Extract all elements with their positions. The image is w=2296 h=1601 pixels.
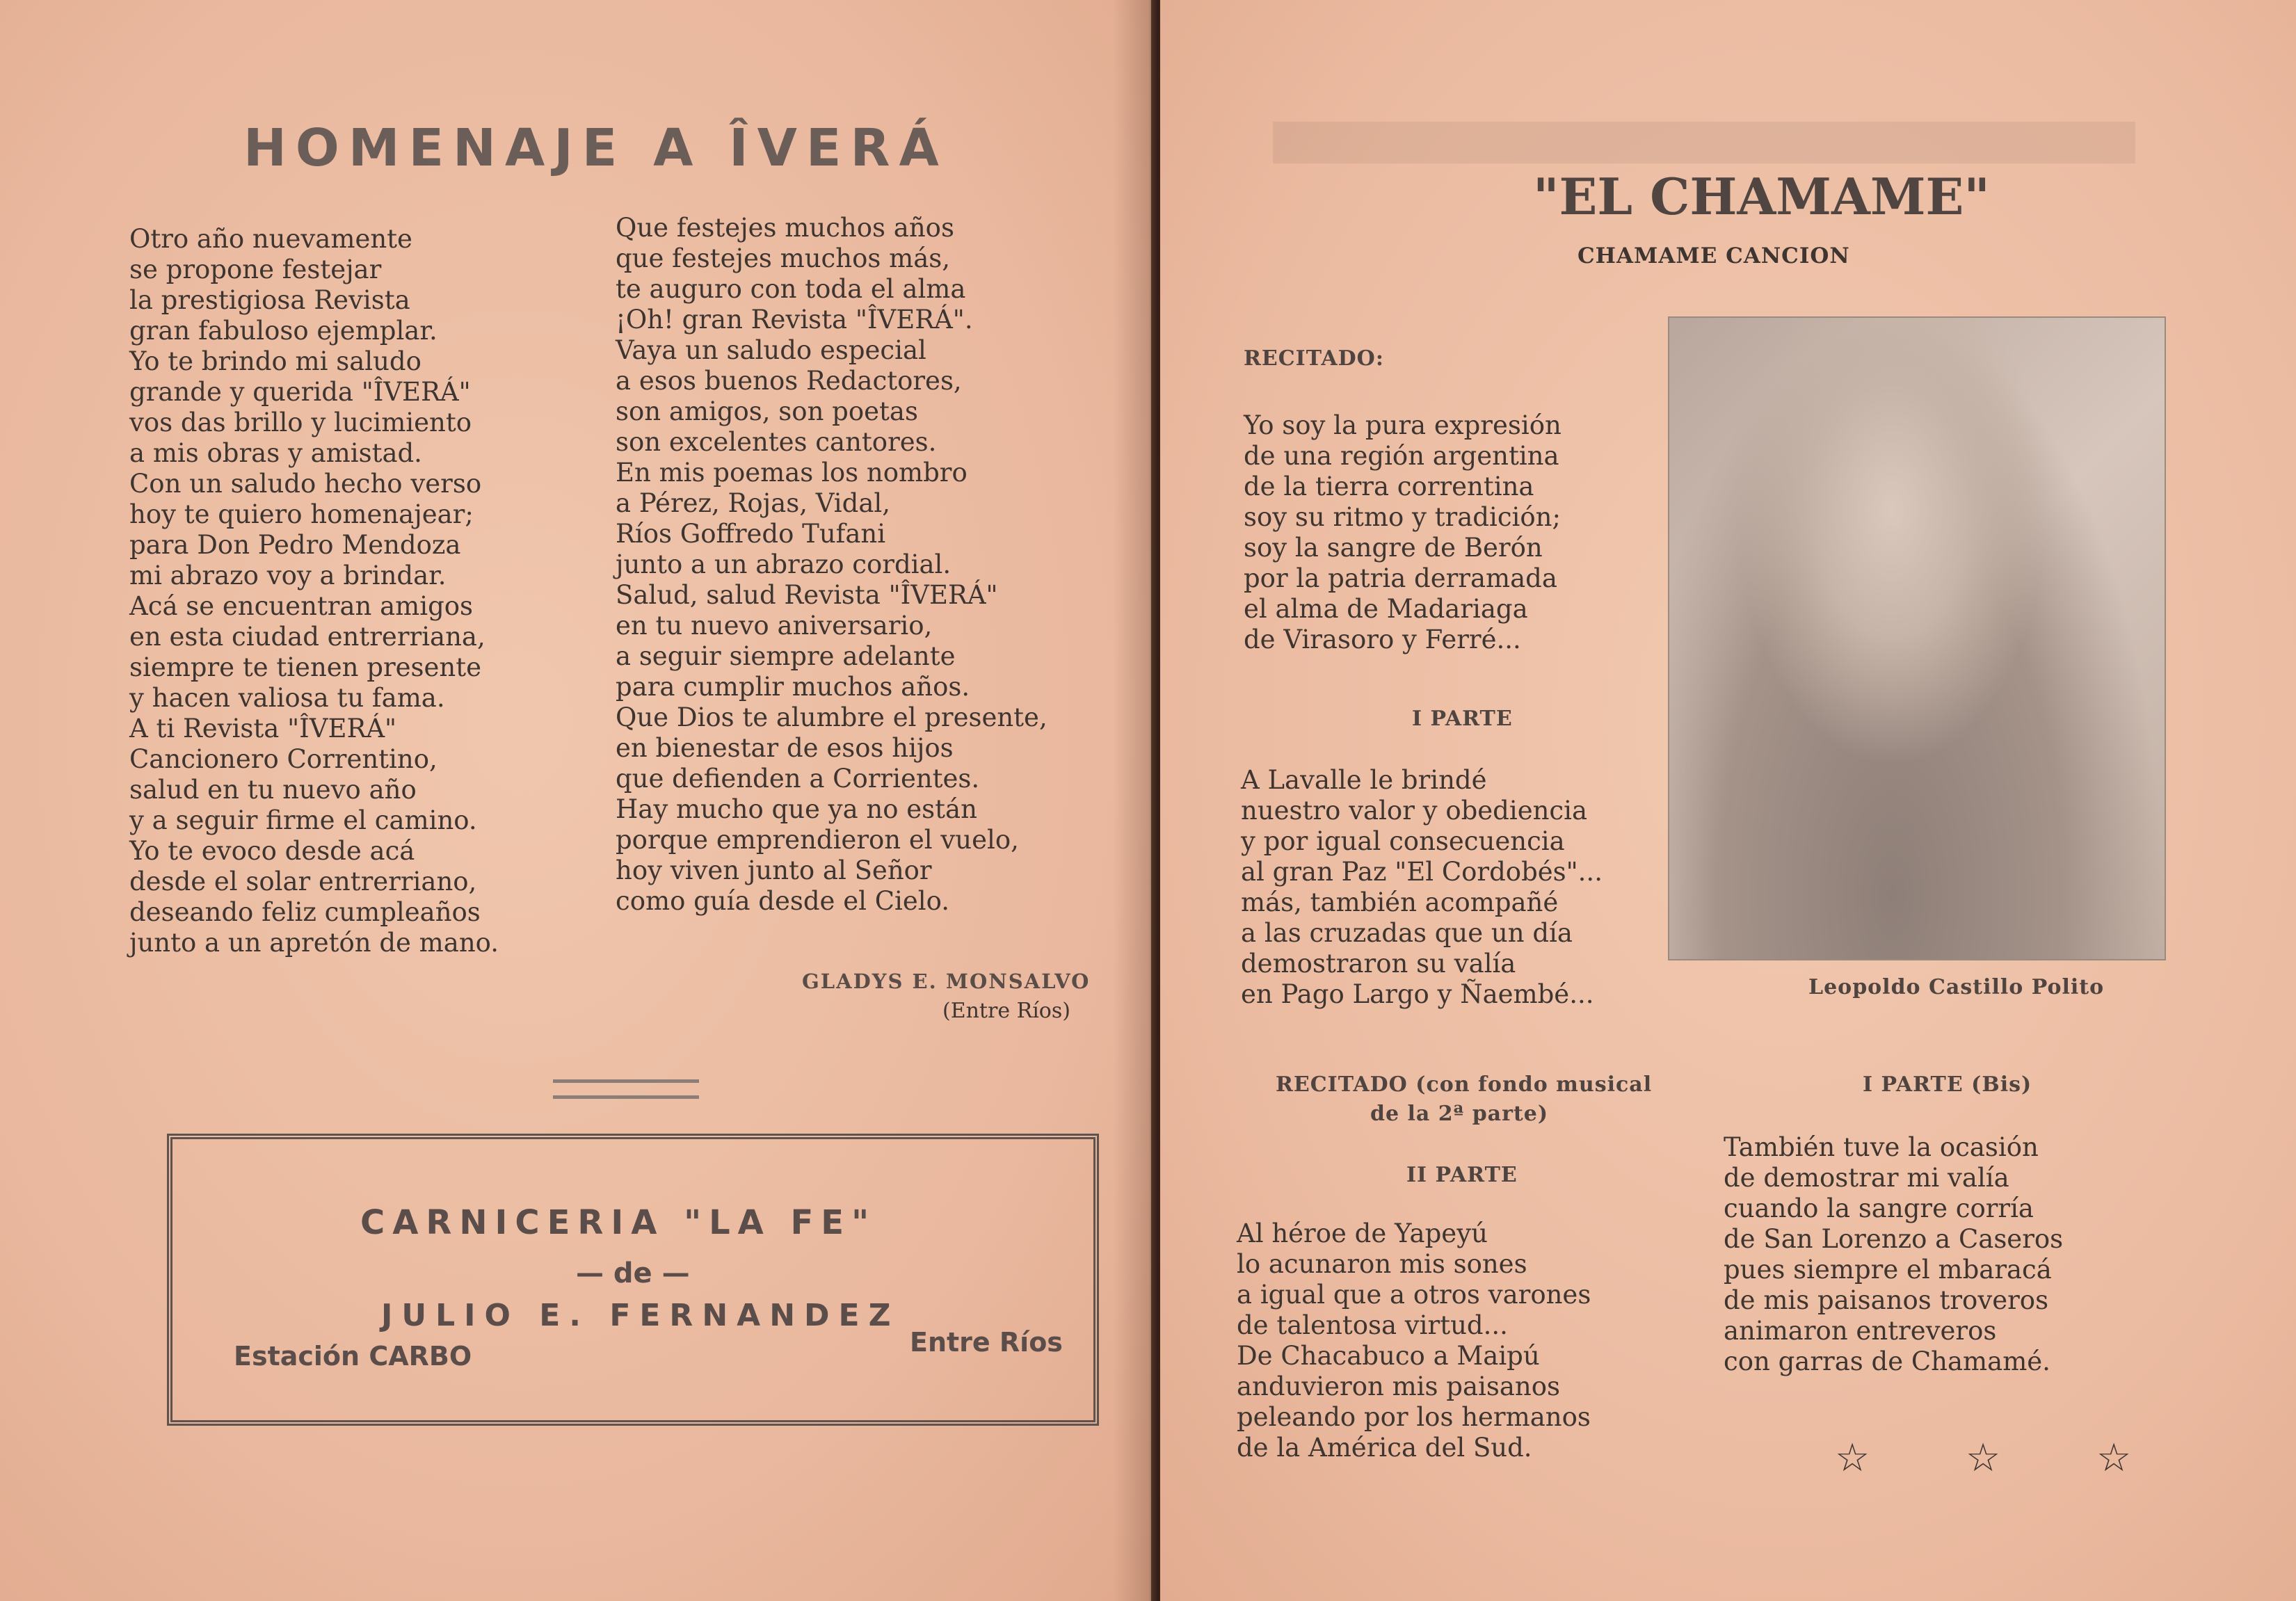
verse-line: A Lavalle le brindé [1241, 765, 1487, 795]
verse-line: de Virasoro y Ferré... [1244, 625, 1521, 654]
verse-line: en tu nuevo aniversario, [616, 611, 933, 641]
verse-line: De Chacabuco a Maipú [1237, 1341, 1540, 1371]
verse-line: junto a un abrazo cordial. [616, 549, 952, 579]
photo-caption: Leopoldo Castillo Polito [1808, 975, 2105, 999]
ad-owner-name: JULIO E. FERNANDEZ [381, 1298, 900, 1333]
verse-line: Cancionero Correntino, [129, 744, 437, 774]
verse-line: grande y querida "ÎVERÁ" [129, 377, 471, 407]
verse-line: deseando feliz cumpleaños [129, 897, 481, 927]
divider-ornament [553, 1079, 699, 1099]
advertisement-box [167, 1134, 1099, 1426]
verse-line: a Pérez, Rojas, Vidal, [616, 488, 890, 518]
verse-line: Yo te evoco desde acá [129, 836, 415, 866]
parte1bis-verse [1724, 1132, 2063, 1377]
verse-line: que defienden a Corrientes. [616, 764, 980, 794]
verse-line: vos das brillo y lucimiento [129, 408, 472, 437]
ad-business-name: CARNICERIA "LA FE" [360, 1203, 877, 1242]
verse-line: a las cruzadas que un día [1241, 918, 1573, 948]
verse-line: son excelentes cantores. [616, 427, 937, 457]
verse-line: como guía desde el Cielo. [616, 886, 949, 916]
verse-line: en Pago Largo y Ñaembé... [1241, 979, 1594, 1009]
verse-line: más, también acompañé [1241, 887, 1559, 917]
verse-line: peleando por los hermanos [1237, 1402, 1591, 1432]
verse-line: con garras de Chamamé. [1724, 1346, 2050, 1376]
verse-line: por la patria derramada [1244, 563, 1557, 593]
verse-line: se propone festejar [129, 255, 382, 284]
verse-line: a igual que a otros varones [1237, 1280, 1591, 1310]
signature: GLADYS E. MONSALVO [802, 970, 1091, 993]
verse-line: A ti Revista "ÎVERÁ" [129, 714, 397, 743]
verse-line: anduvieron mis paisanos [1237, 1371, 1560, 1401]
verse-line: y hacen valiosa tu fama. [129, 683, 445, 713]
verse-line: desde el solar entrerriano, [129, 867, 477, 896]
verse-line: Otro año nuevamente [129, 224, 412, 254]
verse-line: y a seguir firme el camino. [129, 805, 477, 835]
verse-line: Acá se encuentran amigos [129, 591, 474, 621]
star-ornaments: ☆ ☆ ☆ [1835, 1435, 2174, 1481]
verse-line: a seguir siempre adelante [616, 641, 956, 671]
verse-line: Con un saludo hecho verso [129, 469, 482, 499]
verse-line: te auguro con toda el alma [616, 274, 966, 304]
parte2-heading: II PARTE [1406, 1163, 1518, 1187]
verse-line: Hay mucho que ya no están [616, 794, 977, 824]
verse-line: pues siempre el mbaracá [1724, 1255, 2052, 1285]
verse-line: Yo soy la pura expresión [1244, 410, 1562, 440]
verse-line: hoy te quiero homenajear; [129, 499, 474, 529]
verse-line: de demostrar mi valía [1724, 1163, 2009, 1193]
verse-line: Al héroe de Yapeyú [1237, 1218, 1488, 1248]
verse-line: animaron entreveros [1724, 1316, 1997, 1346]
verse-line: el alma de Madariaga [1244, 594, 1528, 624]
verse-line: junto a un apretón de mano. [129, 928, 499, 958]
verse-line: salud en tu nuevo año [129, 775, 417, 805]
verse-line: ¡Oh! gran Revista "ÎVERÁ". [616, 305, 973, 335]
verse-line: Que festejes muchos años [616, 213, 954, 243]
recitado2-heading-line1: RECITADO (con fondo musical [1276, 1072, 1653, 1097]
verse-line: lo acunaron mis sones [1237, 1249, 1527, 1279]
song-title: "EL CHAMAME" [1533, 167, 1990, 226]
verse-line: al gran Paz "El Cordobés"... [1241, 857, 1603, 887]
verse-line: porque emprendieron el vuelo, [616, 825, 1019, 855]
bleed-through-header [1273, 122, 2135, 163]
page-title: HOMENAJE A ÎVERÁ [243, 118, 948, 178]
verse-line: y por igual consecuencia [1241, 826, 1565, 856]
verse-line: de mis paisanos troveros [1724, 1285, 2049, 1315]
verse-line: soy la sangre de Berón [1244, 533, 1543, 563]
verse-line: Que Dios te alumbre el presente, [616, 702, 1047, 732]
verse-line: para cumplir muchos años. [616, 672, 970, 702]
verse-line: de talentosa virtud... [1237, 1310, 1508, 1340]
parte1-heading: I PARTE [1412, 707, 1513, 731]
parte1-verse [1241, 765, 1603, 1010]
verse-line: de San Lorenzo a Caseros [1724, 1224, 2064, 1254]
song-subtitle: CHAMAME CANCION [1578, 243, 1850, 268]
verse-line: de una región argentina [1244, 441, 1559, 471]
verse-line: También tuve la ocasión [1724, 1132, 2039, 1162]
verse-line: Ríos Goffredo Tufani [616, 519, 886, 549]
ad-location-right: Entre Ríos [910, 1327, 1063, 1358]
verse-line: la prestigiosa Revista [129, 285, 410, 315]
verse-line: hoy viven junto al Señor [616, 855, 932, 885]
parte1bis-heading: I PARTE (Bis) [1863, 1072, 2032, 1097]
verse-line: demostraron su valía [1241, 949, 1516, 979]
verse-line: de la tierra correntina [1244, 472, 1534, 501]
verse-line: a esos buenos Redactores, [616, 366, 962, 396]
verse-line: mi abrazo voy a brindar. [129, 561, 447, 590]
verse-line: que festejes muchos más, [616, 243, 951, 273]
verse-line: Yo te brindo mi saludo [129, 346, 422, 376]
ad-de: — de — [576, 1257, 690, 1289]
verse-line: gran fabuloso ejemplar. [129, 316, 437, 346]
verse-line: son amigos, son poetas [616, 396, 918, 426]
verse-line: de la América del Sud. [1237, 1433, 1532, 1463]
signature-place: (Entre Ríos) [942, 999, 1070, 1023]
verse-line: cuando la sangre corría [1724, 1193, 2034, 1223]
verse-line: en bienestar de esos hijos [616, 733, 954, 763]
parte2-verse [1237, 1218, 1591, 1463]
singer-photo [1668, 316, 2166, 960]
verse-line: soy su ritmo y tradición; [1244, 502, 1561, 532]
verse-line: nuestro valor y obediencia [1241, 796, 1588, 826]
verse-line: Vaya un saludo especial [616, 335, 926, 365]
recitado2-heading-line2: de la 2ª parte) [1370, 1102, 1549, 1126]
recitado-heading: RECITADO: [1244, 346, 1384, 371]
recitado-verse [1244, 410, 1562, 655]
verse-line: siempre te tienen presente [129, 652, 482, 682]
ad-location-left: Estación CARBO [234, 1341, 472, 1371]
verse-line: en esta ciudad entrerriana, [129, 622, 485, 652]
poem-column-1 [129, 224, 499, 958]
verse-line: para Don Pedro Mendoza [129, 530, 461, 560]
poem-column-2 [616, 213, 1047, 917]
verse-line: En mis poemas los nombro [616, 458, 968, 488]
verse-line: a mis obras y amistad. [129, 438, 422, 468]
verse-line: Salud, salud Revista "ÎVERÁ" [616, 580, 998, 610]
